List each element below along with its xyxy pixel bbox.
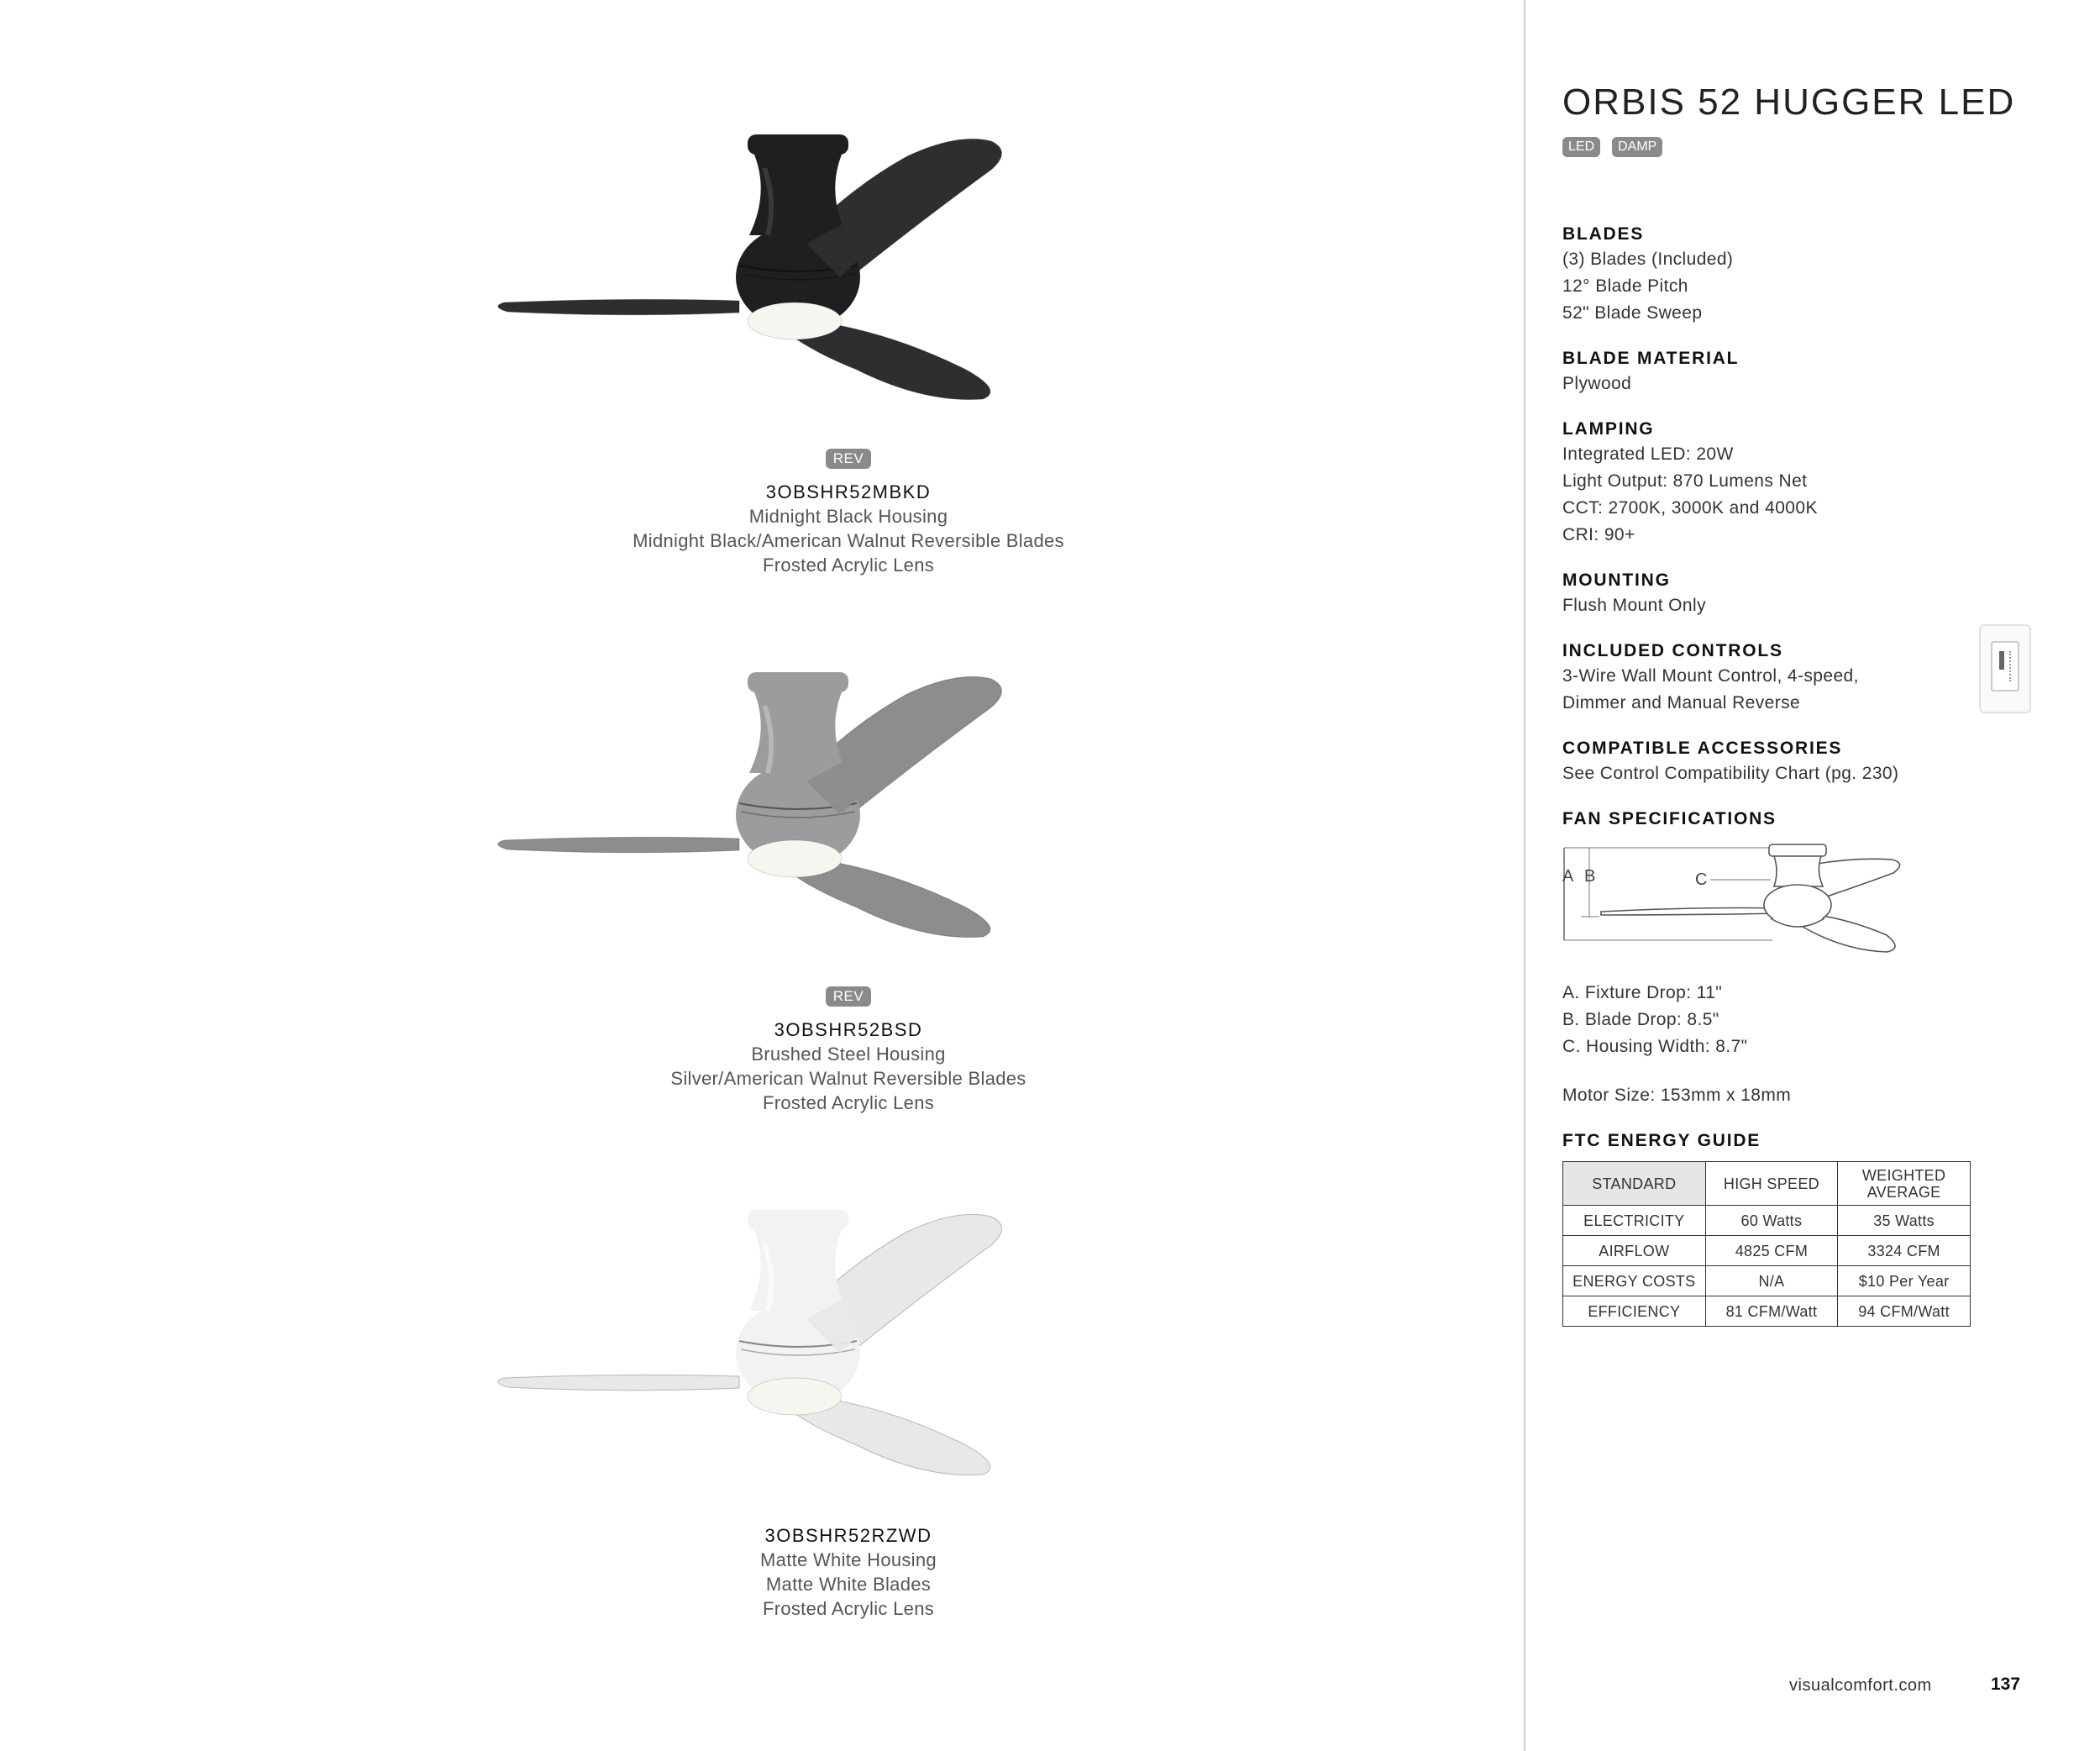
product-caption [403, 1524, 1294, 1621]
section-title: MOUNTING [1562, 571, 1671, 590]
fan-image-brushed-steel [487, 655, 1210, 966]
feature-badges [1562, 137, 2033, 157]
header-standard: STANDARD [1563, 1162, 1706, 1206]
section-line: See Control Compatibility Chart (pg. 230) [1562, 764, 1899, 783]
product-caption [403, 986, 1294, 1115]
controls-section [1562, 639, 2033, 717]
footer-website[interactable]: visualcomfort.com [1789, 1676, 1932, 1695]
dim-label-b: B [1584, 867, 1596, 886]
section-line: Light Output: 870 Lumens Net [1562, 471, 1808, 491]
led-badge: LED [1562, 137, 1600, 157]
fan-image-matte-white [487, 1193, 1210, 1512]
table-cell: 94 CFM/Watt [1838, 1296, 1971, 1327]
table-cell: ENERGY COSTS [1563, 1266, 1706, 1296]
slider-knob [1999, 651, 2004, 670]
section-line: Flush Mount Only [1562, 596, 1706, 615]
table-row [1563, 1296, 1971, 1327]
section-line: Integrated LED: 20W [1562, 444, 1734, 464]
table-cell: 81 CFM/Watt [1705, 1296, 1838, 1327]
mounting-section [1562, 569, 2033, 619]
spec-panel [1562, 80, 2033, 1327]
dimensions-list [1562, 980, 2033, 1060]
rev-badge: REV [826, 986, 871, 1007]
blades-section [1562, 223, 2033, 327]
controls-row [1562, 639, 2033, 717]
product-housing: Matte White Housing [760, 1549, 937, 1570]
table-cell: 60 Watts [1705, 1206, 1838, 1236]
rev-badge: REV [826, 449, 871, 469]
dim-label-a: A [1562, 867, 1574, 886]
dimension-a: A. Fixture Drop: 11" [1562, 983, 1723, 1002]
controls-text [1562, 639, 1859, 717]
product-card-matte-white [403, 1193, 1294, 1621]
product-blades: Matte White Blades [765, 1574, 932, 1595]
table-cell: 4825 CFM [1705, 1236, 1838, 1266]
motor-size: Motor Size: 153mm x 18mm [1562, 1086, 1792, 1105]
product-lens: Frosted Acrylic Lens [762, 1092, 935, 1113]
header-high-speed: HIGH SPEED [1705, 1162, 1838, 1206]
table-cell: AIRFLOW [1563, 1236, 1706, 1266]
table-cell: EFFICIENCY [1563, 1296, 1706, 1327]
fan-image-midnight-black [487, 118, 1210, 429]
table-cell: N/A [1705, 1266, 1838, 1296]
fan-specs-section [1562, 807, 2033, 1109]
energy-guide-table [1562, 1161, 1971, 1327]
product-lens: Frosted Acrylic Lens [762, 1598, 935, 1619]
column-divider [1524, 0, 1525, 1751]
section-title: LAMPING [1562, 419, 1655, 439]
product-blades: Silver/American Walnut Reversible Blades [670, 1068, 1026, 1089]
table-cell: 35 Watts [1838, 1206, 1971, 1236]
page-number: 137 [1991, 1675, 2021, 1694]
section-line: CRI: 90+ [1562, 525, 1635, 544]
section-title: COMPATIBLE ACCESSORIES [1562, 739, 1843, 758]
table-cell: ELECTRICITY [1563, 1206, 1706, 1236]
product-housing: Midnight Black Housing [748, 506, 948, 527]
section-title: BLADES [1562, 224, 1645, 244]
table-header-row [1563, 1162, 1971, 1206]
section-line: (3) Blades (Included) [1562, 250, 1734, 269]
header-weighted-average: WEIGHTED AVERAGE [1838, 1162, 1971, 1206]
product-caption [403, 449, 1294, 577]
table-cell: 3324 CFM [1838, 1236, 1971, 1266]
product-blades: Midnight Black/American Walnut Reversible Blades [633, 530, 1064, 551]
dimension-c: C. Housing Width: 8.7" [1562, 1037, 1748, 1056]
fan-dimension-diagram [1562, 841, 1932, 967]
section-line: CCT: 2700K, 3000K and 4000K [1562, 498, 1818, 518]
section-title: FAN SPECIFICATIONS [1562, 809, 1777, 828]
product-housing: Brushed Steel Housing [751, 1044, 946, 1065]
section-line: 12° Blade Pitch [1562, 276, 1688, 296]
product-sku: 3OBSHR52BSD [774, 1019, 923, 1040]
section-line: Plywood [1562, 374, 1632, 393]
blade-material-section [1562, 347, 2033, 397]
table-row [1563, 1236, 1971, 1266]
section-line: 52" Blade Sweep [1562, 303, 1703, 323]
energy-guide-section [1562, 1129, 2033, 1327]
section-line: Dimmer and Manual Reverse [1562, 693, 1801, 712]
product-card-brushed-steel [403, 655, 1294, 1115]
damp-badge: DAMP [1612, 137, 1662, 157]
wall-control-plate [1991, 641, 2019, 691]
lamping-section [1562, 418, 2033, 549]
table-cell: $10 Per Year [1838, 1266, 1971, 1296]
speed-dots [2009, 651, 2013, 681]
accessories-section [1562, 737, 2033, 787]
section-title: INCLUDED CONTROLS [1562, 641, 1783, 660]
section-title: FTC ENERGY GUIDE [1562, 1131, 1761, 1150]
product-sku: 3OBSHR52MBKD [765, 481, 932, 502]
dim-label-c: C [1695, 870, 1708, 889]
section-line: 3-Wire Wall Mount Control, 4-speed, [1562, 666, 1859, 686]
section-title: BLADE MATERIAL [1562, 349, 1740, 368]
table-row [1563, 1206, 1971, 1236]
table-row [1563, 1266, 1971, 1296]
wall-control-icon [1979, 624, 2031, 713]
product-sku: 3OBSHR52RZWD [764, 1525, 932, 1546]
dimension-b: B. Blade Drop: 8.5" [1562, 1010, 1719, 1029]
product-title: ORBIS 52 HUGGER LED [1562, 82, 2016, 123]
product-lens: Frosted Acrylic Lens [762, 555, 935, 576]
product-card-midnight-black [403, 118, 1294, 577]
